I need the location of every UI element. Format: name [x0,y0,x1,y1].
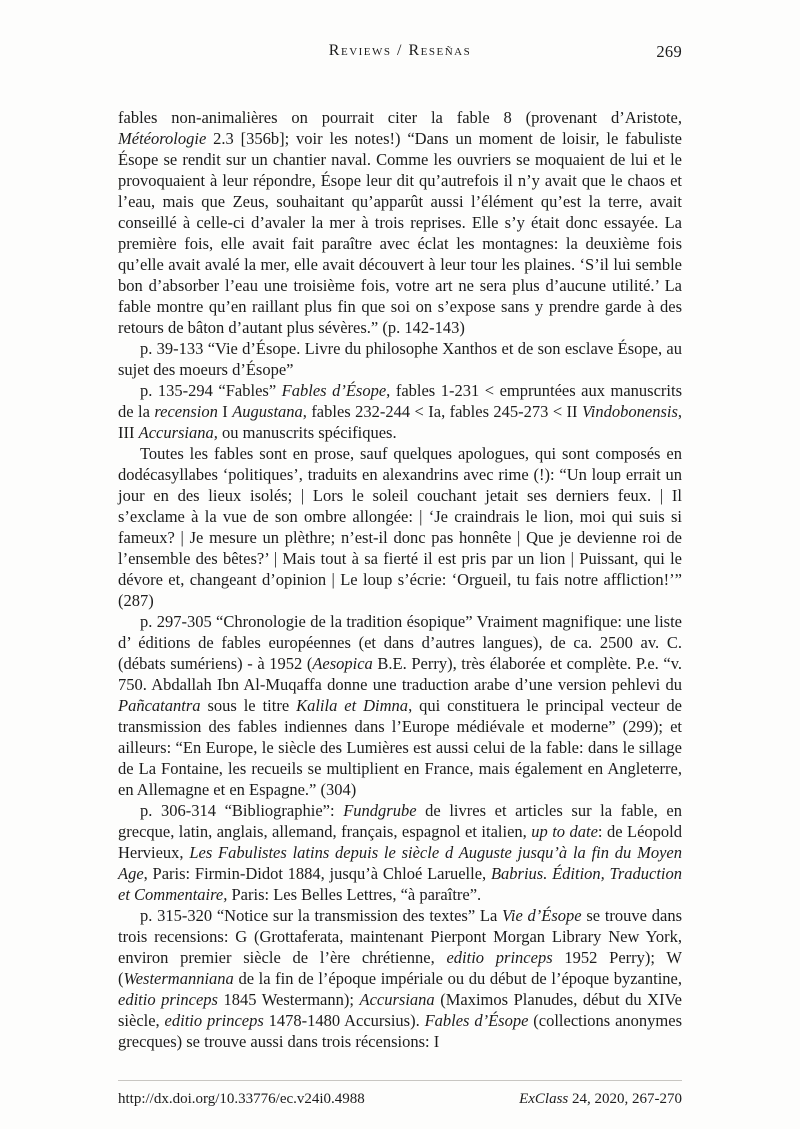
italic-run: Les Fabulistes latins depuis le siècle d Auguste jusqu’à la fin du Moyen Age [118,843,682,883]
text-run: p. 135-294 “Fables” [140,381,282,400]
running-title: Reviews / Reseñas [328,42,472,59]
italic-run: up to date [531,822,598,841]
italic-run: Pañcatantra [118,696,201,715]
paragraph [118,380,682,443]
text-run: de livres et articles sur la fable, en grecque, latin, anglais, allemand, français, espagnol et italien, [118,801,683,841]
italic-run: Fables d’Ésope [424,1011,529,1030]
text-run: p. 297-305 “Chronologie de la tradition ésopique” Vraiment magnifique: une liste d’ éditions de fables européennes (et dans d’autres langues), de ca. 2500 av. C. (débats sumériens) - à 1952 ( [118,612,682,673]
text-run: I [217,402,233,421]
text-run: 1845 Westermann); [217,990,360,1009]
text-run: sous le titre [200,696,297,715]
text-run: p. 39-133 “Vie d’Ésope. Livre du philosophe Xanthos et de son esclave Ésope, au sujet des moeurs d’Ésope” [118,339,682,379]
text-run: B.E. Perry), très élaborée et complète. P.e. “v. 750. Abdallah Ibn Al-Muqaffa donne une traduction arabe d’une version pehlevi du [118,654,682,694]
journal-reference [519,1090,682,1109]
page-header [118,42,682,64]
text-run: (Maximos Planudes, début du XIVe siècle, [118,990,682,1030]
journal-title: ExClass [519,1091,569,1107]
italic-run: Augustana [232,402,303,421]
text-run: se trouve dans trois recensions: G (Grottaferata, maintenant Pierpont Morgan Library New York, environ premier siècle de l’ère chrétienne, [118,906,682,967]
page-number: 269 [656,42,682,61]
text-run: Paris: Les Belles Lettres, “à paraître”. [227,885,482,904]
italic-run: editio princeps [118,990,218,1009]
paragraph [118,338,682,380]
text-run: de la fin de l’époque impériale ou du début de l’époque byzantine, [233,969,682,988]
page-footer [118,1080,682,1109]
italic-run: Kalila et Dimna [296,696,409,715]
italic-run: Aesopica [312,654,373,673]
text-run: , III [118,402,683,442]
italic-run: Fundgrube [343,801,417,820]
text-run: 2.3 [356b]; voir les notes!) “Dans un moment de loisir, le fabuliste Ésope se rendit sur un chantier naval. Comme les ouvriers se moquaient de lui et le provoquaient à leur répondre, Ésope leur dit qu’autrefois il n’y avait que le chaos et l’eau, mais que Zeus, souhaitant qu’apparût aussi l’élément qu’est la terre, avait conseillé à celle-ci d’avaler la mer à trois reprises. Elle s’y était donc essayée. La première fois, elle avait fait paraître avec éclat les montagnes: la deuxième fois qu’elle avait avalé la mer, elle avait découvert à leur tour les plaines. ‘S’il lui semble bon d’absorber l’eau une troisième fois, votre art ne sera plus d’aucune utilité.’ La fable montre qu’en raillant plus fin que soi on s’expose sans y prendre garde à des retours de bâton d’autant plus sévères.” (p. 142-143) [118,129,682,337]
italic-run: Accursiana, [138,423,218,442]
paragraph [118,107,682,338]
italic-run: Westermanniana [123,969,234,988]
paragraph [118,800,682,905]
italic-run: Météorologie [118,129,207,148]
italic-run: Vie d’Ésope [502,906,582,925]
text-run: p. 315-320 “Notice sur la transmission des textes” La [140,906,503,925]
text-run: (collections anonymes grecques) se trouve aussi dans trois récensions: I [118,1011,682,1051]
italic-run: editio princeps [164,1011,264,1030]
paragraph [118,443,682,611]
text-run: : de Léopold Hervieux, [118,822,682,862]
text-run: fables non-animalières on pourrait citer la fable 8 (provenant d’Aristote, [118,108,682,127]
text-run: Toutes les fables sont en prose, sauf quelques apologues, qui sont composés en dodécasyllabes ‘politiques’, traduits en alexandrins avec rime (!): “Un loup errait un jour en des lieux isolés; | Lors le soleil couchant jetait ses derniers feux. | Il s’exclame à la vue de son ombre allongée: | ‘Je craindrais le lion, moi qui suis si fameux? | Je mesure un plèthre; n’est-il donc pas honnête | Que je devienne roi de l’ensemble des bêtes?’ | Mais tout à sa fierté il est pris par un lion | Puissant, qui le dévore et, changeant d’opinion | Le loup s’écrie: ‘Orgueil, tu fais notre affliction!’” (287) [118,444,682,610]
body-text [118,107,682,1052]
paragraph [118,611,682,800]
text-run: 1478-1480 Accursius). [263,1011,425,1030]
italic-run: Babrius. Édition, Traduction et Commentaire, [118,864,682,904]
italic-run: editio princeps [446,948,553,967]
italic-run: Vindobonensis [581,402,678,421]
doi-link[interactable]: http://dx.doi.org/10.33776/ec.v24i0.4988 [118,1091,365,1107]
italic-run: Accursiana [359,990,435,1009]
italic-run: Fables d’Ésope [281,381,387,400]
text-run: , qui constituera le principal vecteur de transmission des fables indiennes dans l’Europe médiévale et moderne” (299); et ailleurs: “En Europe, le siècle des Lumières est aussi celui de la fable: dans le sillage de La Fontaine, les recueils se multiplient en France, mais également en Angleterre, en Allemagne et en Espagne.” (304) [118,696,682,799]
italic-run: recension [154,402,218,421]
text-run: , fables 232-244 < Ia, fables 245-273 < II [302,402,582,421]
text-run: 1952 Perry); W ( [118,948,682,988]
text-run: , Paris: Firmin-Didot 1884, jusqu’à Chloé Laruelle, [143,864,491,883]
journal-issue-info: 24, 2020, 267-270 [568,1091,682,1107]
text-run: p. 306-314 “Bibliographie”: [140,801,344,820]
text-run: , fables 1-231 < empruntées aux manuscrits de la [118,381,682,421]
text-run: ou manuscrits spécifiques. [217,423,397,442]
paragraph [118,905,682,1052]
